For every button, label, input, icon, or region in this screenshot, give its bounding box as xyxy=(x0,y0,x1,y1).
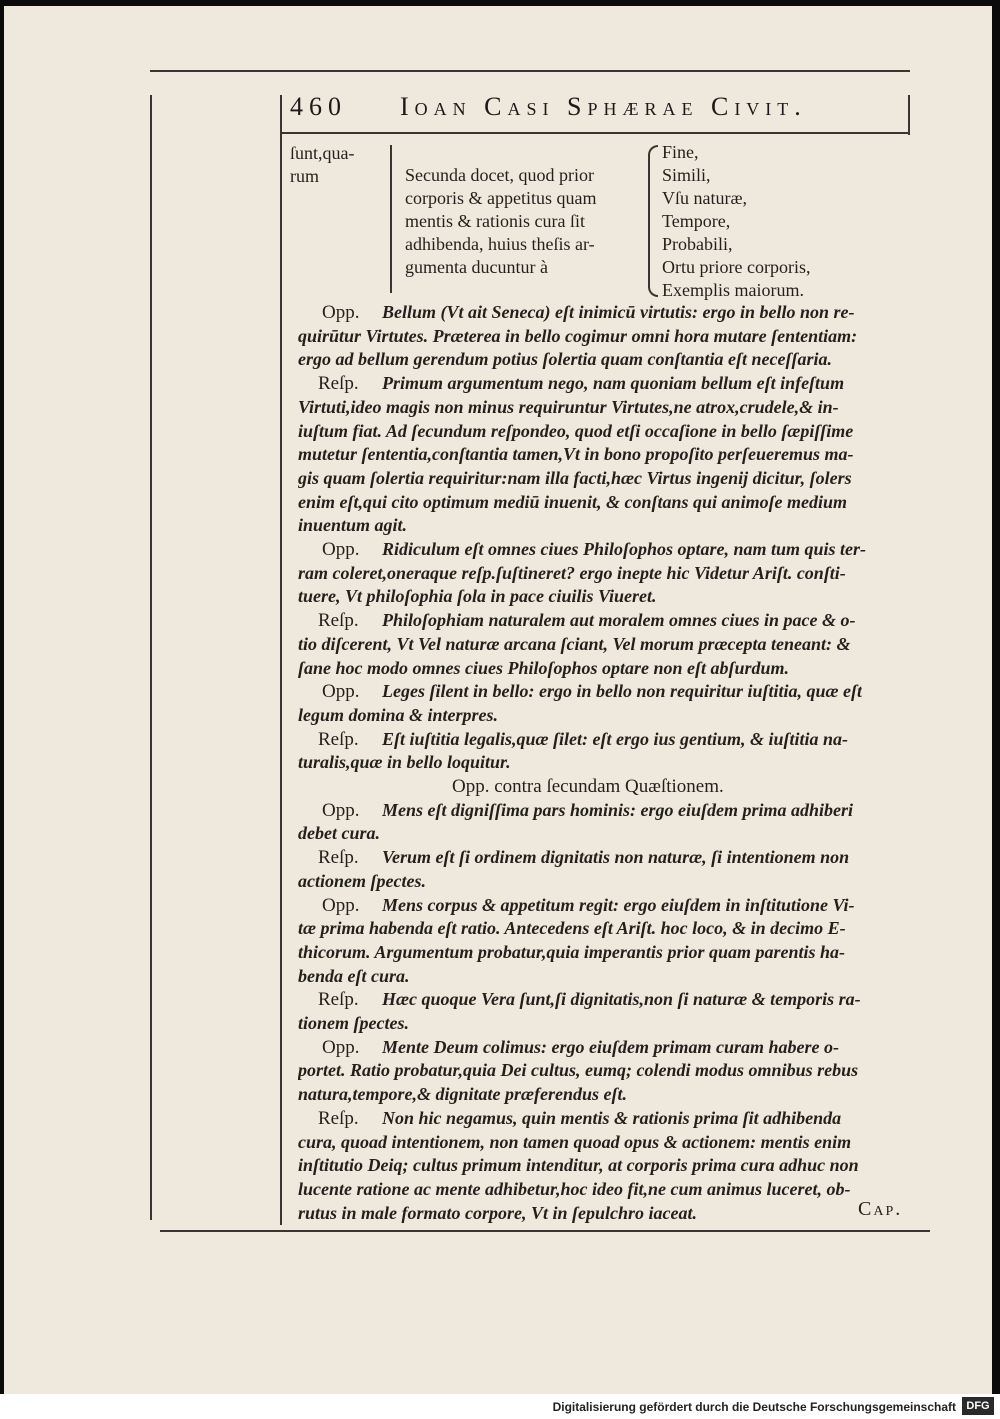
table-middle-line: Secunda docet, quod prior xyxy=(405,165,594,185)
text-line: Bellum (Vt ait Seneca) eſt inimicū virtutis: ergo in bello non re- xyxy=(382,302,855,322)
text-line: cura, quoad intentionem, non tamen quoad opus & actionem: mentis enim xyxy=(298,1131,852,1152)
line-label: Reſp. xyxy=(318,847,359,869)
text-line: actionem ſpectes. xyxy=(298,870,426,891)
text-line: Non hic negamus, quin mentis & rationis prima ſit adhibenda xyxy=(382,1107,842,1128)
text-line: quirūtur Virtutes. Præterea in bello cogimur omni hora mutare ſententiam: xyxy=(298,325,858,346)
table-right-item: Fine, xyxy=(662,142,699,162)
header-rule xyxy=(280,132,910,134)
table-middle-line: adhibenda, huius theſis ar- xyxy=(405,234,595,254)
text-line: portet. Ratio probatur,quia Dei cultus, eumq; colendi modus omnibus rebus xyxy=(298,1060,859,1081)
text-line: ſane hoc modo omnes ciues Philoſophos optare non eſt abſurdum. xyxy=(298,657,790,678)
text-line: ram coleret,oneraque reſp.ſuſtineret? ergo inepte hic Videtur Ariſt. conſti- xyxy=(298,562,846,583)
text-line: legum domina & interpres. xyxy=(298,704,499,725)
text-line: Eſt iuſtitia legalis,quæ ſilet: eſt ergo ius gentium, & iuſtitia na- xyxy=(382,728,849,749)
table-right-item: Simili, xyxy=(662,165,711,185)
table-right-item: Exemplis maiorum. xyxy=(662,280,804,300)
text-line: gis quam ſolertia requiritur:nam illa facti,hæc Virtus ingenij dicitur, ſolers xyxy=(298,467,852,488)
line-label: Reſp. xyxy=(318,610,359,632)
footer-credit: Digitalisierung gefördert durch die Deutsche Forschungsgemeinschaft xyxy=(552,1400,956,1414)
text-line: tio diſcerent, Vt Vel naturæ arcana ſciant, Vel morum præcepta teneant: & xyxy=(298,633,851,654)
text-line: lucente ratione ac mente adhibetur,hoc ideo fit,ne cum animus luceret, ob- xyxy=(298,1178,851,1199)
table-middle-line: corporis & appetitus quam xyxy=(405,188,597,208)
line-label: Opp. xyxy=(322,1036,360,1058)
line-label: Opp. xyxy=(322,894,360,916)
line-label: Reſp. xyxy=(318,1107,359,1129)
text-line: Philoſophiam naturalem aut moralem omnes ciues in pace & o- xyxy=(382,610,856,631)
left-inner-rule xyxy=(280,95,282,1225)
top-rule xyxy=(150,70,910,72)
line-label: Reſp. xyxy=(318,373,359,395)
dfg-logo: DFG xyxy=(962,1397,994,1415)
text-line: ergo ad bellum gerendum potius ſolertia quam conſtantia eſt neceſſaria. xyxy=(298,349,832,370)
line-label: Opp. xyxy=(322,539,360,560)
text-line: iuſtum fiat. Ad ſecundum reſpondeo, quod etſi occaſione in bello ſæpiſſime xyxy=(298,420,854,441)
text-line: enim eſt,qui cito optimum mediū inuenit, & conſtans qui animoſe medium xyxy=(298,491,848,512)
text-line: Leges ſilent in bello: ergo in bello non requiritur iuſtitia, quæ eſt xyxy=(382,681,863,702)
line-label: Opp. xyxy=(322,681,360,703)
text-line: Hæc quoque Vera ſunt,ſi dignitatis,non ſi naturæ & temporis ra- xyxy=(382,989,861,1010)
text-line: inſtitutio Deiq; cultus primum intenditur, at corporis prima cura adhuc non xyxy=(298,1155,859,1176)
table-middle-line: gumenta ducuntur à xyxy=(405,257,548,277)
text-line: rutus in male formato corpore, Vt in ſepulchro iaceat. xyxy=(298,1202,698,1223)
left-bracket xyxy=(390,145,400,293)
left-outer-rule xyxy=(150,95,152,1220)
text-line: Ridiculum eſt omnes ciues Philoſophos optare, nam tum quis ter- xyxy=(382,539,867,559)
running-title: Ioan Casi Sphærae Civit. xyxy=(400,92,807,121)
footer-bar xyxy=(0,1394,1000,1419)
line-label: Reſp. xyxy=(318,989,359,1011)
text-line: Virtuti,ideo magis non minus requiruntur Virtutes,ne atrox,crudele,& in- xyxy=(298,396,839,417)
table-middle-line: mentis & rationis cura ſit xyxy=(405,211,585,231)
text-line: Verum eſt ſi ordinem dignitatis non naturæ, ſi intentionem non xyxy=(382,847,850,868)
section-heading: Opp. contra ſecundam Quæſtionem. xyxy=(452,776,724,797)
text-line: tæ prima habenda eſt ratio. Antecedens eſt Ariſt. hoc loco, & in decimo E- xyxy=(298,918,846,939)
catchword: Cap. xyxy=(858,1198,903,1220)
text-line: benda eſt cura. xyxy=(298,965,410,986)
text-line: Mens eſt digniſſima pars hominis: ergo eiuſdem prima adhiberi xyxy=(382,799,854,820)
text-line: turalis,quæ in bello loquitur. xyxy=(298,752,511,773)
line-label: Opp. xyxy=(322,302,360,323)
text-line: tionem ſpectes. xyxy=(298,1013,409,1033)
text-line: debet cura. xyxy=(298,823,380,844)
text-line: Primum argumentum nego, nam quoniam bellum eſt infeſtum xyxy=(382,373,845,394)
bottom-rule xyxy=(160,1230,930,1232)
text-line: inuentum agit. xyxy=(298,515,408,536)
text-line: Mens corpus & appetitum regit: ergo eiuſdem in inſtitutione Vi- xyxy=(382,894,855,915)
table-right-item: Probabili, xyxy=(662,234,733,254)
table-right-item: Tempore, xyxy=(662,211,731,231)
line-label: Reſp. xyxy=(318,728,359,750)
table-left-label: ſunt,qua- rum xyxy=(290,143,355,186)
text-line: mutetur ſententia,conſtantia tamen,Vt in bono propoſito perſeueremus ma- xyxy=(298,444,854,465)
text-line: natura,tempore,& dignitate præferendus eſt. xyxy=(298,1084,628,1105)
text-line: thicorum. Argumentum probatur,quia imperantis prior quam parentis ha- xyxy=(298,941,845,962)
line-label: Opp. xyxy=(322,799,360,821)
table-right-item: Ortu priore corporis, xyxy=(662,257,811,277)
curly-brace xyxy=(648,145,658,297)
page-header xyxy=(290,92,910,132)
table-right-item: Vſu naturæ, xyxy=(662,188,747,208)
text-line: Mente Deum colimus: ergo eiuſdem primam curam habere o- xyxy=(382,1036,839,1057)
page-number: 460 xyxy=(290,92,347,121)
text-line: tuere, Vt philoſophia ſola in pace ciuilis Viueret. xyxy=(298,586,657,607)
